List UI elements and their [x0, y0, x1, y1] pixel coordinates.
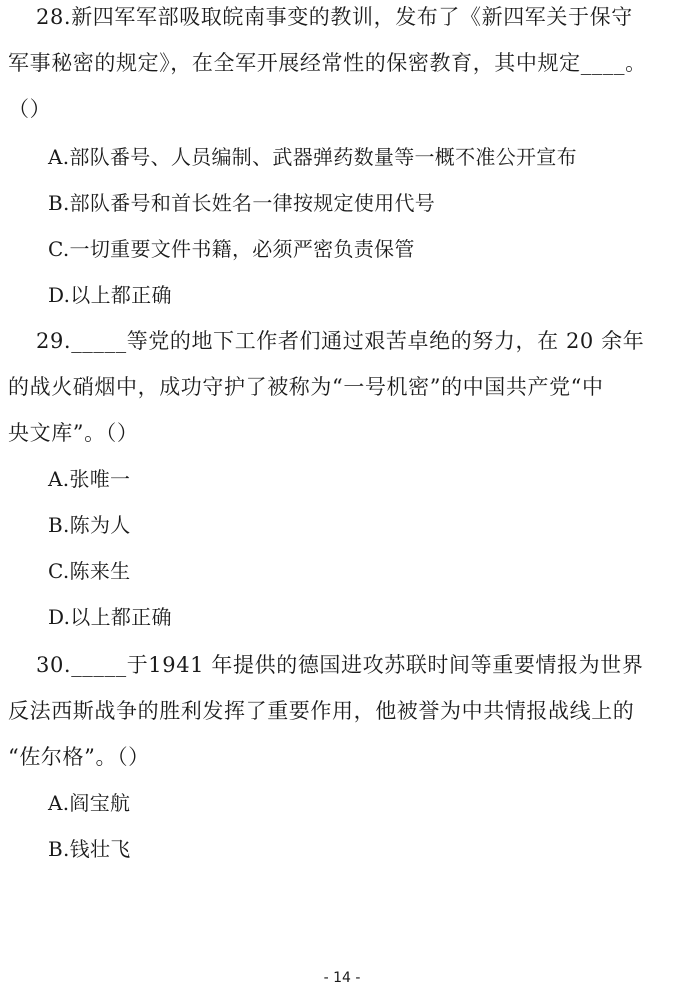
q28-stem-line-1: 28.新四军军部吸取皖南事变的教训，发布了《新四军关于保守	[36, 5, 633, 29]
q29-stem-line-2: 的战火硝烟中，成功守护了被称为“一号机密”的中国共产党“中	[8, 375, 604, 399]
q29-option-b: B.陈为人	[48, 513, 131, 537]
q29-stem-line-1: 29._____等党的地下工作者们通过艰苦卓绝的努力，在 20 余年	[36, 329, 645, 353]
q30-option-a: A.阎宝航	[48, 791, 131, 815]
q30-stem-line-2: 反法西斯战争的胜利发挥了重要作用，他被誉为中共情报战线上的	[8, 699, 635, 723]
q29-option-d: D.以上都正确	[48, 605, 172, 629]
q30-option-b: B.钱壮飞	[48, 837, 131, 861]
q28-stem-line-3: （）	[8, 97, 52, 121]
q28-stem-line-2: 军事秘密的规定》，在全军开展经常性的保密教育，其中规定____。	[8, 51, 647, 75]
q28-option-c: C.一切重要文件书籍，必须严密负责保管	[48, 237, 415, 261]
q28-option-b: B.部队番号和首长姓名一律按规定使用代号	[48, 191, 436, 215]
page-number: - 14 -	[323, 970, 361, 986]
q30-stem-line-1: 30._____于1941 年提供的德国进攻苏联时间等重要情报为世界	[36, 653, 644, 677]
q28-option-d: D.以上都正确	[48, 283, 172, 307]
q29-option-c: C.陈来生	[48, 559, 131, 583]
q29-option-a: A.张唯一	[48, 467, 131, 491]
q28-option-a: A.部队番号、人员编制、武器弹药数量等一概不准公开宣布	[48, 145, 577, 169]
q30-stem-line-3: “佐尔格”。（）	[8, 745, 150, 769]
q29-stem-line-3: 央文库”。（）	[8, 421, 139, 445]
